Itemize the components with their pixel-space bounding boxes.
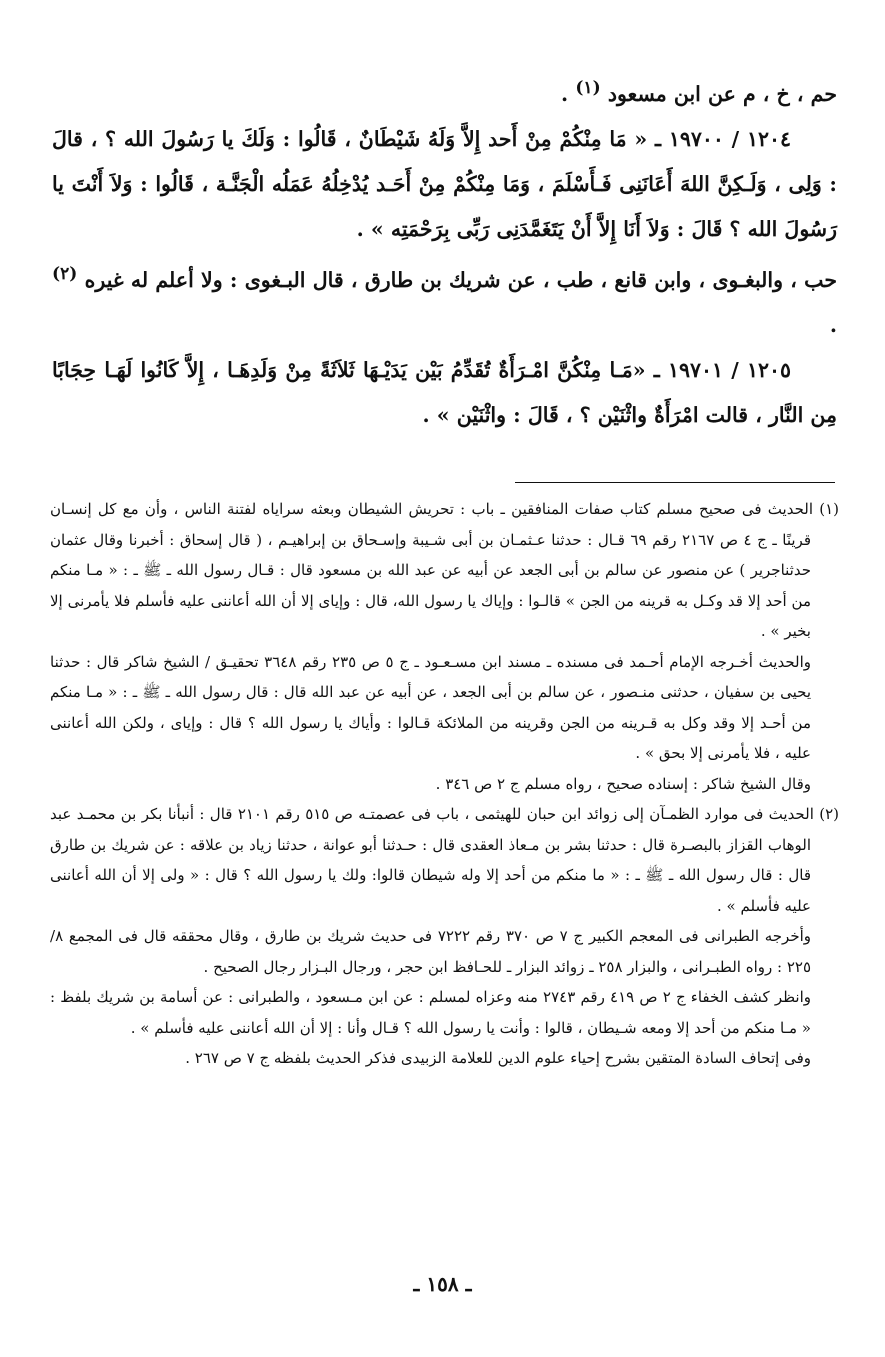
footnote-2: (٢) الحديث فى موارد الظمـآن إلى زوائد ابن حبان للهيثمى ، باب فى عصمتـه ص ٥١٥ رقم ٢١٠١ قال : أنبأنا بكر بن محمـد عبد الوهاب القزاز بالبصـرة قال : حدثنا بشر بن مـعاذ العقدى قال : حـدثنا أبو عوانة ، حدثنا زياد بن علاقه : عن شريك بن طارق قال : قال رسول الله ـ ﷺ ـ : « ما منكم من أحد إلا وله شيطان قالوا: ولك يا رسول الله ؟ قال : « ولى إلا أن الله أعاننى عليه فأسلم » . bbox=[50, 805, 840, 915]
footnote-2-paragraph-3: وانظر كشف الخفاء ج ٢ ص ٤١٩ رقم ٢٧٤٣ منه وعزاه لمسلم : عن ابن مـسعود ، والطبرانى : عن أسامة بن شريك بلفظ : « مـا منكم من أحد إلا ومعه شـيطان ، قالوا : وأنت يا رسول الله ؟ قـال وأنا : إلا أن الله أعاننى عليه فأسلم » . bbox=[50, 988, 812, 1037]
footnote-2-paragraph-4: وفى إتحاف السادة المتقين بشرح إحياء علوم الدين للعلامة الزبيدى فذكر الحديث بلفظه ج ٧ ص ٢٦٧ . bbox=[185, 1049, 811, 1067]
footnotes bbox=[50, 494, 839, 1074]
page-number: ـ ١٥٨ ـ bbox=[413, 1272, 472, 1296]
footnote-1: (١) الحديث فى صحيح مسلم كتاب صفات المنافقين ـ باب : تحريش الشيطان وبعثه سراياه لفتنة الناس ، وأن مع كل إنسـان قرينًا ـ ج ٤ ص ٢١٦٧ رقم ٦٩ قـال : حدثنا عـثمـان بن أبى شـيبة وإسـحاق بن إبراهيـم ، ( قال إسحاق : أخبرنا وقال عثمان حدثناجرير ) عن منصور عن سالم بن أبى الجعد عن أبيه عن عبد الله بن مسعود قال : قـال رسول الله ـ ﷺ ـ : « مـا منكم من أحد إلا قد وكـل به قرينه من الجن » قالـوا : وإياك يا رسول الله، قال : وإياى إلا أن الله أعاننى عليه فأسلم فلا يأمرنى إلا بخير » . bbox=[50, 500, 839, 640]
footnote-2-paragraph-2: وأخرجه الطبرانى فى المعجم الكبير ج ٧ ص ٣٧٠ رقم ٧٢٢٢ فى حديث شريك بن طارق ، وقال محققه قال فى المجمع ٨/ ٢٢٥ : رواه الطبـرانى ، والبزار ٢٥٨ ـ زوائد البزار ـ للحـافظ ابن حجر ، ورجال البـزار رجال الصحيح . bbox=[50, 927, 812, 976]
main-line-source-2: حب ، والبغـوى ، وابن قانع ، طب ، عن شريك بن طارق ، قال البـغوى : ولا أعلم له غيره $^{(٢)}$ . bbox=[52, 263, 837, 337]
footnote-1-paragraph-2: والحديث أخـرجه الإمام أحـمد فى مسنده ـ مسند ابن مسـعـود ـ ج ٥ ص ٢٣٥ رقم ٣٦٤٨ تحقيـق / الشيخ شاكر قال : حدثنا يحيى بن سفيان ، حدثنى منـصور ، عن سالم بن أبى الجعد ، عن أبيه عن عبد الله قال : قال رسول الله ـ ﷺ ـ : « مـا منكم من أحـد إلا وقد وكل به قـرينه من الجن وقرينه من الملائكة قـالوا : وأياك يا رسول الله ؟ قال : وإياى ، ولكن الله أعاننى عليه ، فلا يأمرنى إلا بحق » . bbox=[50, 652, 812, 762]
main-text bbox=[52, 66, 837, 438]
footnote-1-paragraph-3: وقال الشيخ شاكر : إسناده صحيح ، رواه مسلم ج ٢ ص ٣٤٦ . bbox=[435, 774, 811, 793]
main-line-source: حم ، خ ، م عن ابن مسعود $^{(١)}$ . bbox=[561, 78, 837, 106]
hadith-1205: ١٢٠٥ / ١٩٧٠١ ـ «مَـا مِنْكُنَّ امْـرَأَةٌ تُقَدِّمُ بَيْن يَدَيْـهَا ثَلاَثَةً مِنْ وَلَدِهَـا ، إِلاَّ كَانُوا لَهَـا حِجَابًا مِن النَّار ، قالت امْرَأَةٌ واثْنَيْن ؟ ، قَالَ : واثْنَيْن » . bbox=[52, 357, 837, 427]
footnote-divider bbox=[515, 482, 835, 483]
hadith-1204: ١٢٠٤ / ١٩٧٠٠ ـ « مَا مِنْكُمْ مِنْ أَحد إِلاَّ وَلَهُ شَيْطَانٌ ، قَالُوا : وَلَكَ يا رَسُولَ الله ؟ ، قالَ : وَلِى ، وَلَـكِنَّ اللهَ أَعَانَنِى فَـأَسْلَمَ ، وَمَا مِنْكُمْ مِنْ أَحَـد يُدْخِلُهُ عَمَلُه الْجَنَّـة ، قَالُوا : وَلاَ أَنْتَ يا رَسُولَ الله ؟ قَالَ : وَلاَ أَنَا إِلاَّ أَنْ يَتَغَمَّدَنِى رَبِّى بِرَحْمَتِه » . bbox=[52, 126, 837, 241]
